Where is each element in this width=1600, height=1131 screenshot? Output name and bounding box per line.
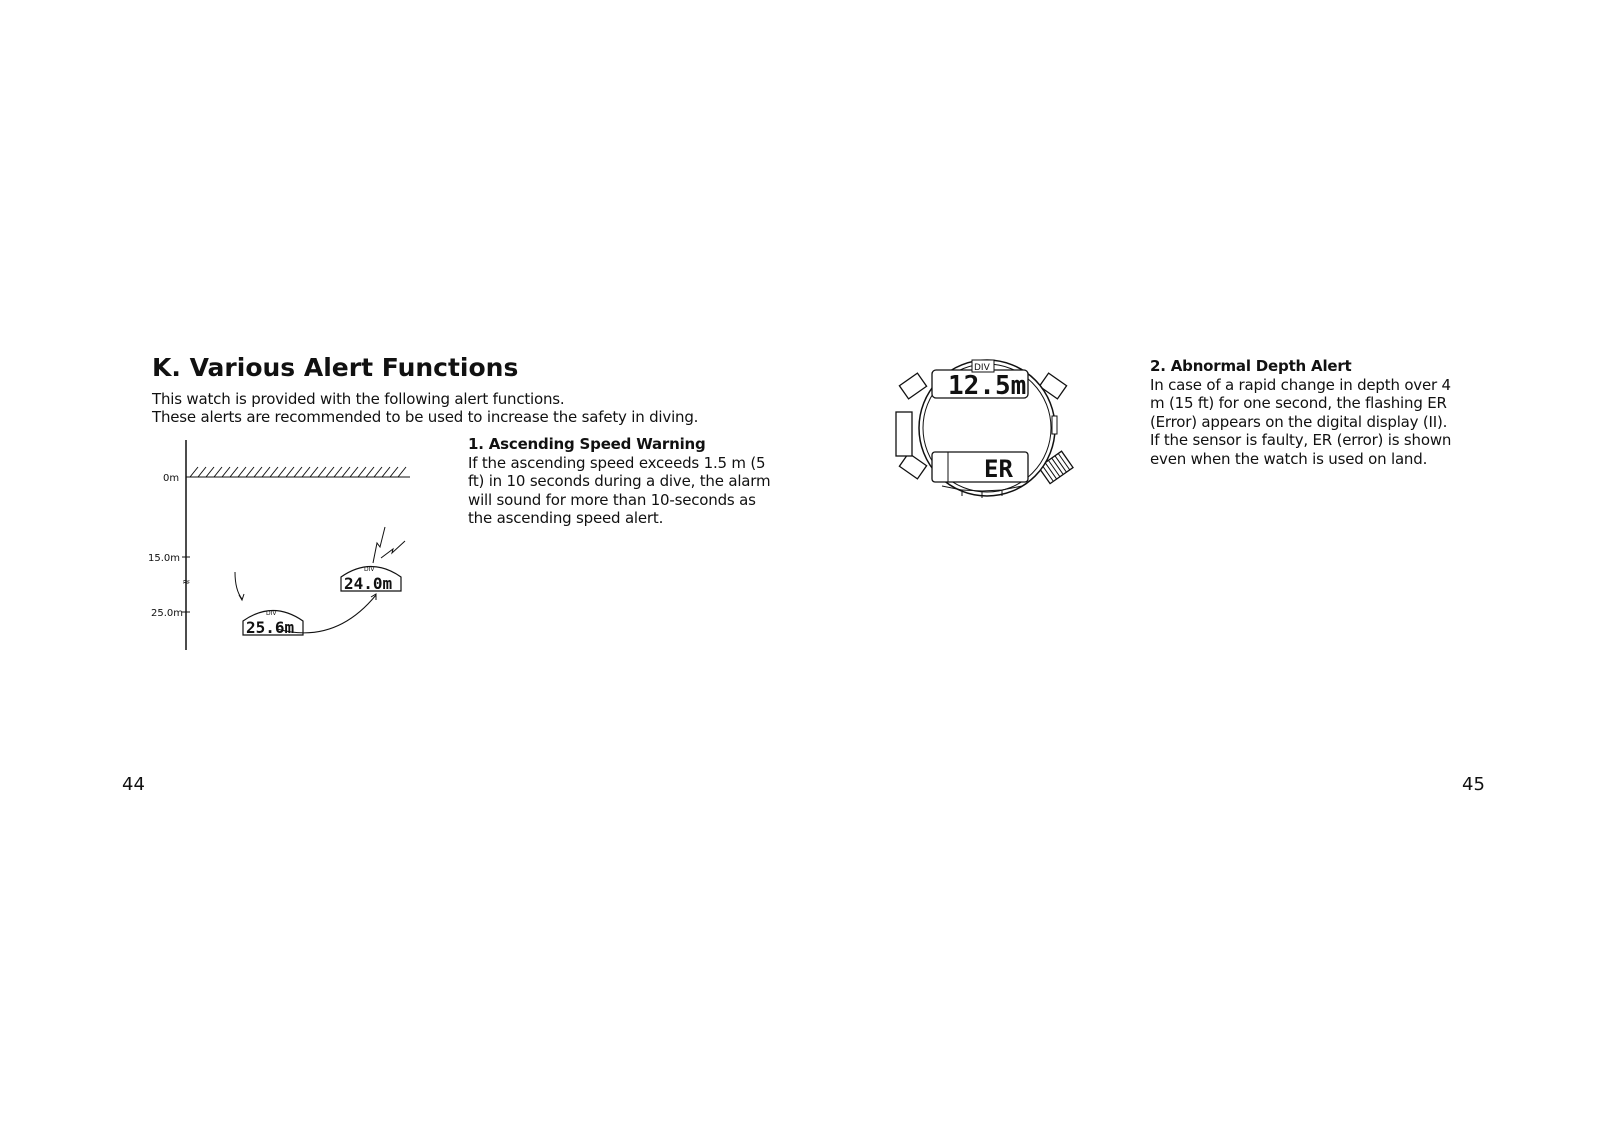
ascending-speed-diagram	[145, 435, 425, 655]
page-number-right: 45	[1462, 774, 1485, 795]
depth-label-15m: 15.0m	[148, 553, 181, 564]
lower-mini-display: 25.6m	[246, 618, 295, 637]
svg-text:≈: ≈	[182, 577, 191, 588]
ascending-speed-body: If the ascending speed exceeds 1.5 m (5 ft) in 10 seconds during a dive, the alarm will sound for more than 10-seconds as the ascending speed alert.	[468, 453, 771, 528]
intro-line-1: This watch is provided with the following alert functions.	[152, 390, 565, 408]
page-title: K. Various Alert Functions	[152, 353, 519, 382]
page-number-left: 44	[122, 774, 145, 795]
intro-line-2: These alerts are recommended to be used to increase the safety in diving.	[152, 408, 699, 426]
ascending-speed-title: 1. Ascending Speed Warning	[468, 435, 706, 453]
intro-text	[152, 390, 772, 426]
abnormal-depth-title: 2. Abnormal Depth Alert	[1150, 357, 1352, 375]
abnormal-depth-section	[1150, 357, 1460, 469]
depth-label-25m: 25.0m	[151, 608, 184, 619]
upper-mini-display-tag: DIV	[364, 566, 375, 573]
watch-illustration	[892, 350, 1082, 520]
upper-mini-display: 24.0m	[344, 574, 393, 593]
watch-tag: DIV	[974, 363, 990, 373]
ascending-speed-section	[468, 435, 778, 528]
abnormal-depth-body-2: If the sensor is faulty, ER (error) is shown even when the watch is used on land.	[1150, 431, 1452, 468]
watch-lower-display: ER	[984, 455, 1013, 483]
abnormal-depth-body-1: In case of a rapid change in depth over 4 m (15 ft) for one second, the flashing ER (Error) appears on the digital display (II).	[1150, 375, 1451, 431]
lower-mini-display-tag: DIV	[266, 610, 277, 617]
watch-upper-display: 12.5m	[948, 371, 1027, 401]
depth-label-0m: 0m	[163, 473, 180, 484]
